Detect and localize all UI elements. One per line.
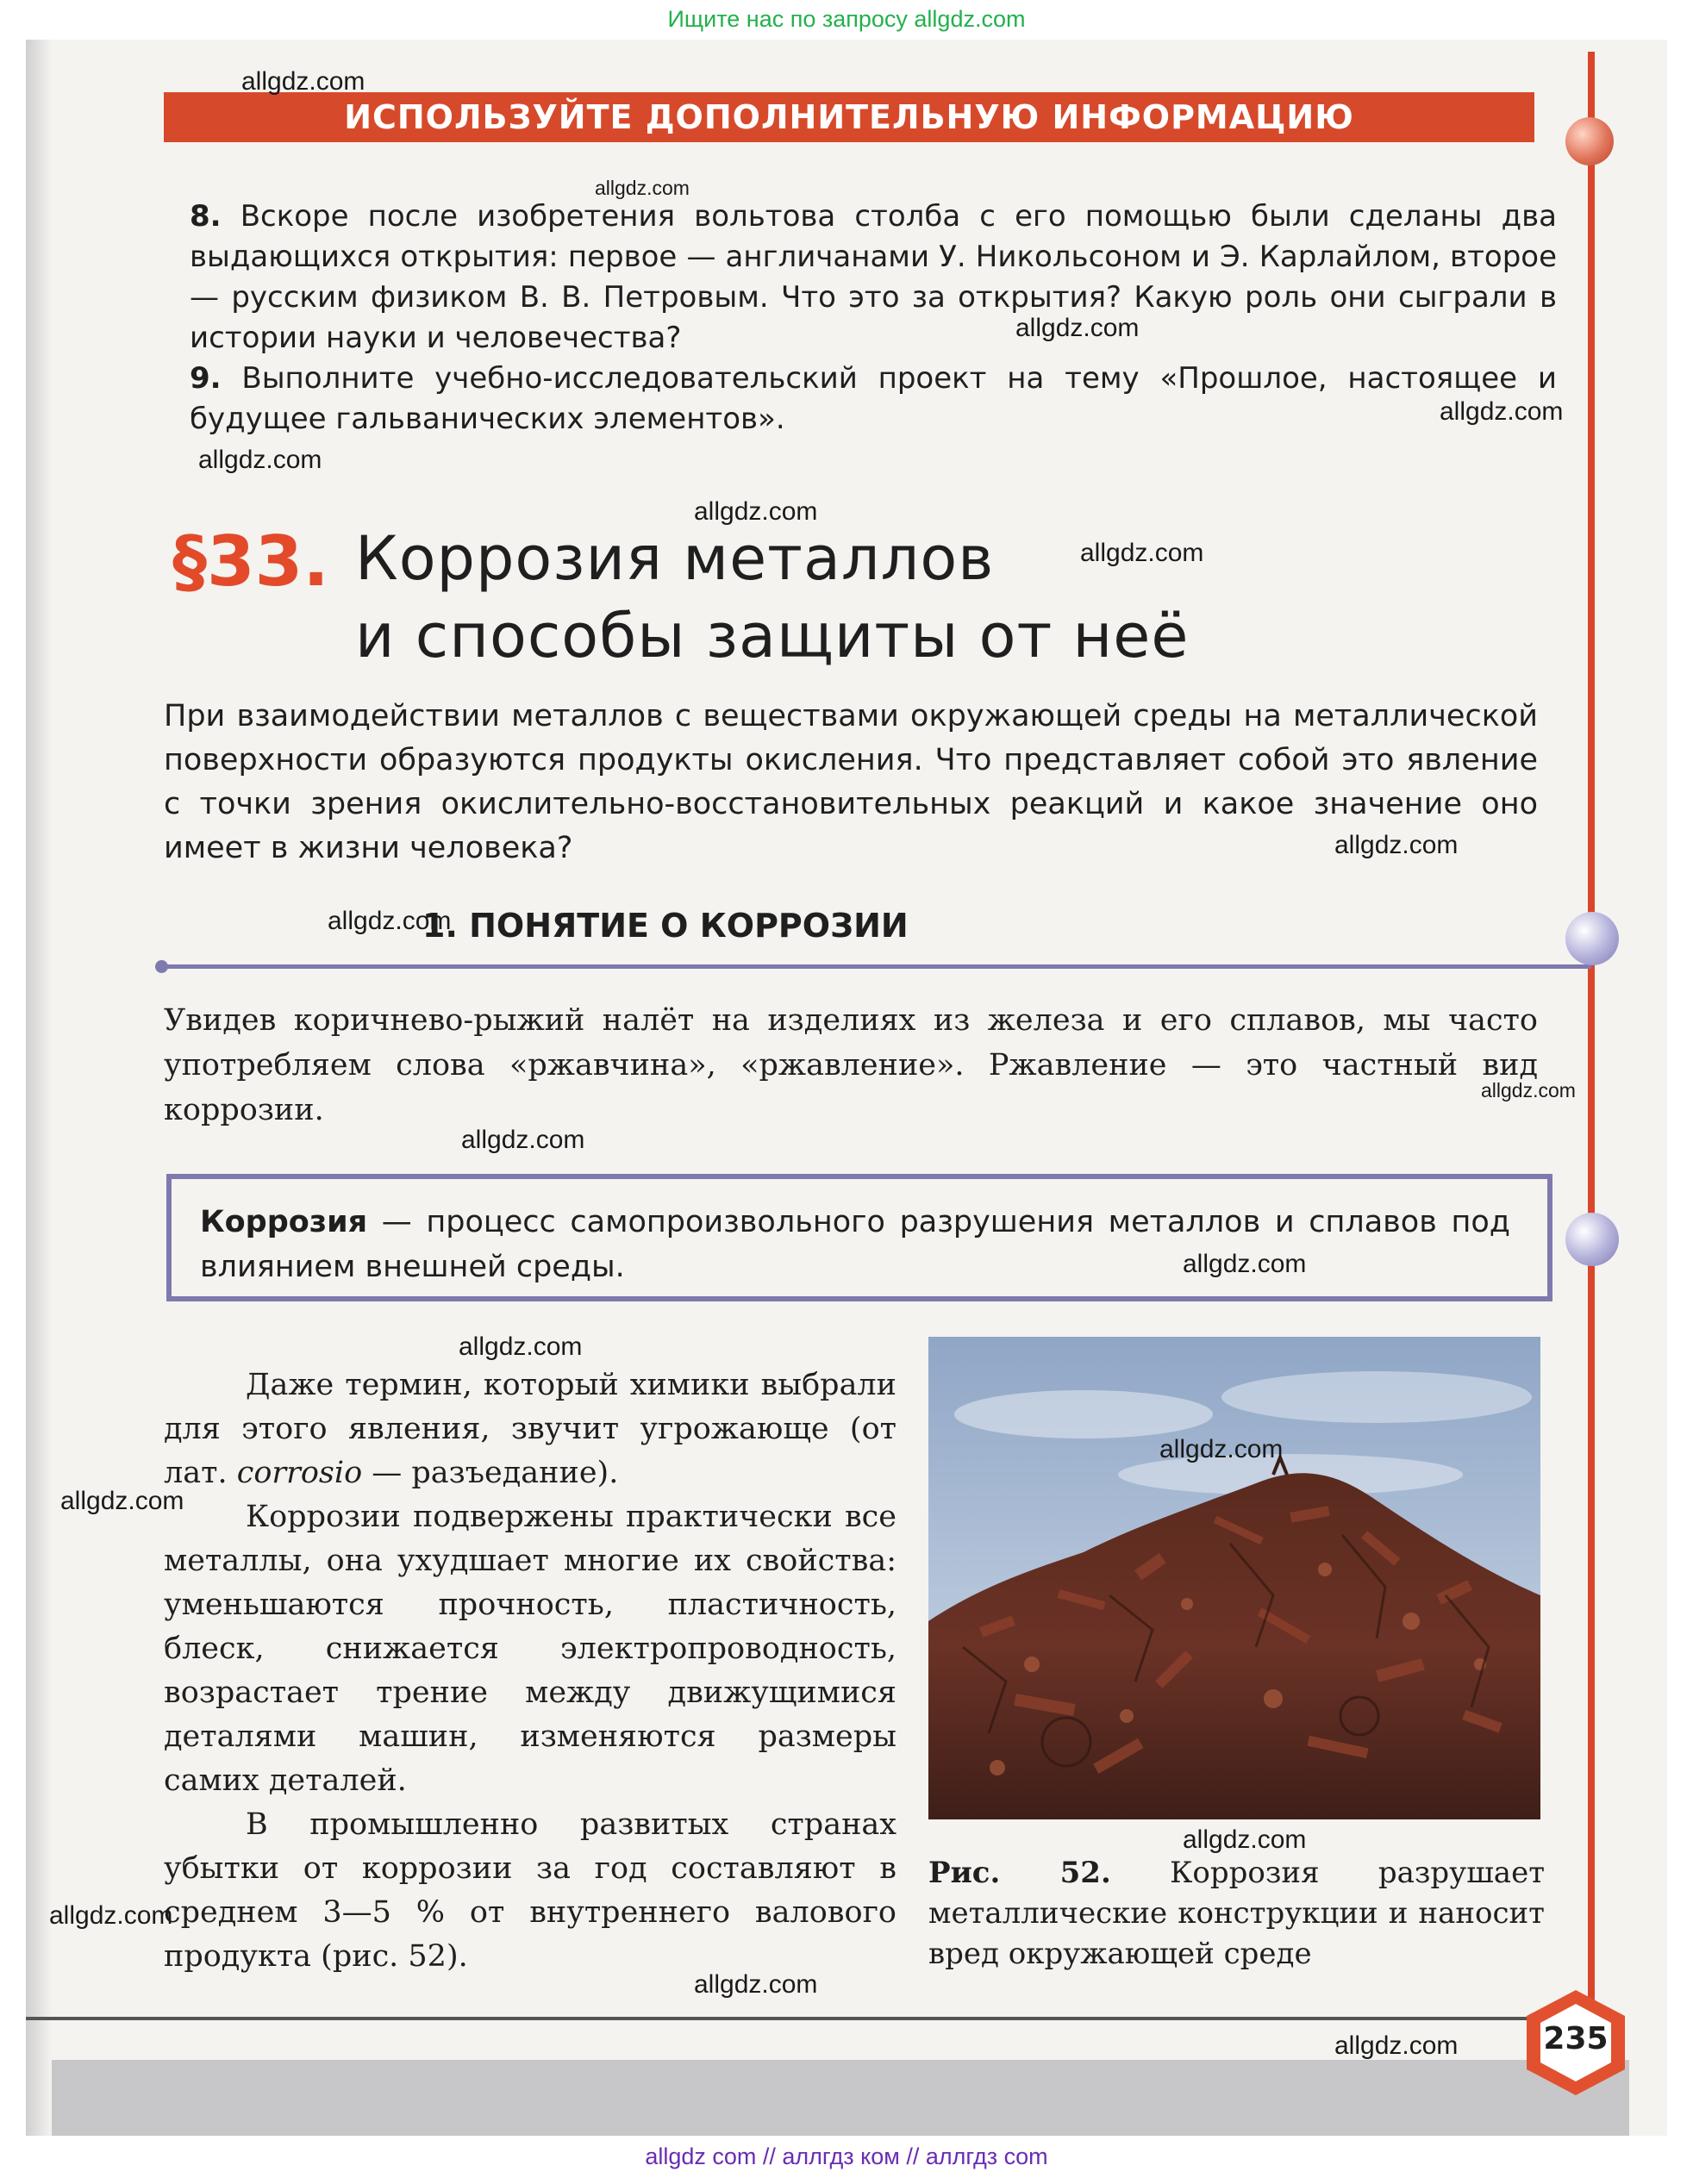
task-8 bbox=[190, 197, 1557, 359]
figure-label: Рис. 52. bbox=[928, 1856, 1111, 1890]
page-bottom-band bbox=[52, 2060, 1629, 2136]
page-right-border bbox=[1588, 52, 1595, 2103]
watermark: allgdz.com bbox=[241, 67, 365, 96]
subsection-ball-icon bbox=[1565, 912, 1619, 965]
task-8-text: Вскоре после изобретения вольтова столба с его помощью были сделаны два выдающихся открытия: первое — англичанами У. Никольсоном и Э. Карлайлом, второе — русским физиком В. В. Петровым. Что это за открытия? Какую роль они сыграли в истории науки и человечества? bbox=[190, 199, 1558, 355]
watermark: allgdz.com bbox=[1159, 1435, 1284, 1463]
definition-body: — процесс самопроизвольного разрушения металлов и сплавов под влиянием внешней среды. bbox=[200, 1205, 1510, 1284]
watermark: allgdz.com bbox=[1440, 397, 1564, 426]
task-9-text: Выполните учебно-исследовательский проект на тему «Прошлое, настоящее и будущее гальванических элементов». bbox=[190, 361, 1557, 436]
section-title-line1: Коррозия металлов bbox=[355, 523, 995, 594]
watermark: allgdz.com bbox=[595, 177, 690, 199]
subsection-heading: 1. ПОНЯТИЕ О КОРРОЗИИ bbox=[422, 907, 909, 945]
body-paragraph-3: В промышленно развитых странах убытки от коррозии за год составляют в среднем 3—5 % от внутреннего валового продукта (рис. 52). bbox=[164, 1807, 896, 1974]
rule-dot-icon bbox=[155, 960, 168, 973]
page-number: 235 bbox=[1543, 2021, 1609, 2056]
figure-52-photo bbox=[928, 1337, 1540, 1819]
body-p1-end: — разъедание). bbox=[362, 1456, 619, 1490]
page-bottom-line bbox=[26, 2017, 1562, 2020]
page-number-badge bbox=[1521, 1987, 1630, 2099]
body-paragraph-2: Коррозии подвержены практически все металлы, она ухудшает многие их свойства: уменьшаются прочность, пластичность, блеск, снижается электропроводность, возрастает трение между движущимися деталями машин, изменяются размеры самих деталей. bbox=[164, 1500, 896, 1798]
watermark: allgdz.com bbox=[1334, 831, 1459, 859]
watermark: allgdz.com bbox=[60, 1487, 184, 1515]
watermark: allgdz.com bbox=[1183, 1825, 1307, 1854]
task-8-number: 8. bbox=[190, 199, 222, 234]
task-9-number: 9. bbox=[190, 361, 222, 396]
watermark: allgdz.com bbox=[328, 907, 452, 935]
definition-term: Коррозия bbox=[200, 1205, 368, 1239]
page-left-shadow bbox=[26, 40, 52, 2136]
watermark: allgdz.com bbox=[459, 1332, 583, 1361]
body-column bbox=[164, 1363, 896, 1979]
section-title-line2: и способы защиты от неё bbox=[355, 601, 1190, 671]
header-ball-icon bbox=[1565, 117, 1614, 165]
top-banner[interactable]: Ищите нас по запросу allgdz.com bbox=[667, 6, 1026, 32]
definition-text bbox=[200, 1200, 1510, 1289]
scrap-heap-image bbox=[928, 1337, 1540, 1819]
watermark: allgdz.com bbox=[461, 1126, 585, 1154]
watermark: allgdz.com bbox=[49, 1901, 173, 1930]
latin-term: corrosio bbox=[236, 1456, 363, 1490]
watermark: allgdz.com bbox=[1481, 1079, 1576, 1101]
section-number: §33. bbox=[172, 521, 329, 602]
watermark: allgdz.com bbox=[1080, 539, 1204, 567]
watermark: allgdz.com bbox=[198, 446, 322, 474]
watermark: allgdz.com bbox=[1334, 2031, 1459, 2060]
watermark: allgdz.com bbox=[694, 1970, 818, 1999]
intro-text: При взаимодействии металлов с веществами окружающей среды на металлической поверхности образуются продукты окисления. Что представляет собой это явление с точки зрения окислительно-восстановительных реакций и какое значение оно имеет в жизни человека? bbox=[164, 699, 1538, 865]
definition-ball-icon bbox=[1565, 1213, 1619, 1266]
section-title bbox=[355, 520, 1189, 675]
task-9 bbox=[190, 359, 1557, 440]
watermark: allgdz.com bbox=[694, 497, 818, 526]
watermark: allgdz.com bbox=[1183, 1250, 1307, 1278]
info-header: ИСПОЛЬЗУЙТЕ ДОПОЛНИТЕЛЬНУЮ ИНФОРМАЦИЮ bbox=[164, 92, 1534, 142]
body-p1-start: Даже термин, который химики выбрали для этого явления, звучит угрожающе (от лат. bbox=[164, 1368, 896, 1490]
body-paragraph-1 bbox=[164, 1363, 896, 1495]
paragraph-rust: Увидев коричнево-рыжий налёт на изделиях из железа и его сплавов, мы часто употребляем слова «ржавчина», «ржавление». Ржавление — это частный вид коррозии. bbox=[164, 1003, 1538, 1127]
figure-caption-text: Коррозия разрушает металлические конструкции и наносит вред окружающей среде bbox=[928, 1856, 1546, 1971]
figure-caption bbox=[928, 1853, 1545, 1975]
watermark: allgdz.com bbox=[1015, 314, 1140, 342]
subsection-rule bbox=[160, 964, 1591, 969]
footer-links[interactable]: allgdz com // аллгдз ком // аллгдз com bbox=[645, 2143, 1048, 2169]
